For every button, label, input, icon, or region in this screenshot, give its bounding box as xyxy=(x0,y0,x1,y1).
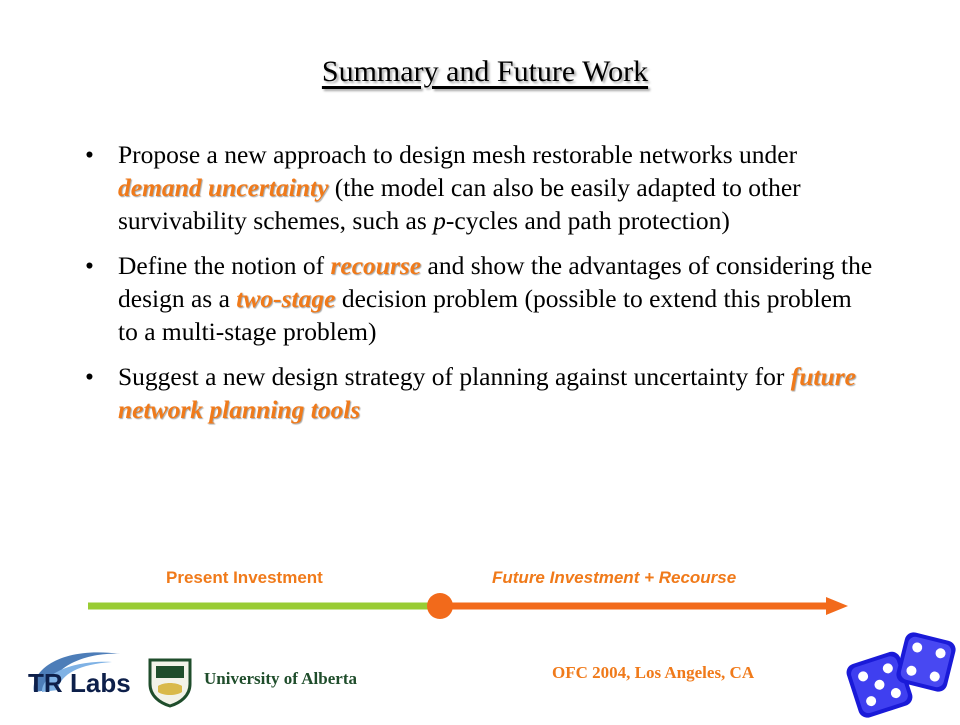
trlabs-logo xyxy=(20,640,155,720)
slide-title: Summary and Future Work xyxy=(321,55,649,88)
bullet-text: and show the advantages of considering the design as a xyxy=(118,251,873,313)
university-of-alberta-logo xyxy=(146,656,376,713)
bullet-text: -cycles and path protection) xyxy=(445,206,730,235)
decision-point-marker xyxy=(427,593,453,619)
emphasis-two-stage: two-stage xyxy=(236,284,336,313)
bullet-text: (the model can also be easily adapted to other survivability schemes, such as xyxy=(118,173,801,235)
emphasis-recourse: recourse xyxy=(330,251,422,280)
emphasis-future-network-planning-tools: future network planning tools xyxy=(118,362,856,424)
future-investment-label: Future Investment + Recourse xyxy=(492,568,737,587)
bullet-dot: • xyxy=(85,140,94,169)
bullet-dot: • xyxy=(85,362,94,391)
bullet-text: decision problem (possible to extend this problem to a multi-stage problem) xyxy=(118,284,852,346)
svg-text:Labs: Labs xyxy=(70,668,131,698)
emphasis-demand-uncertainty: demand uncertainty xyxy=(118,173,329,202)
svg-text:University of Alberta: University of Alberta xyxy=(204,669,357,688)
svg-text:TR: TR xyxy=(28,668,63,698)
italic-p: p xyxy=(433,206,446,235)
present-investment-label: Present Investment xyxy=(166,568,323,587)
bullet-text: Propose a new approach to design mesh restorable networks under xyxy=(118,140,798,169)
bullet-text: Define the notion of xyxy=(118,251,331,280)
timeline-arrowhead xyxy=(826,597,848,615)
bullet-text: Suggest a new design strategy of planning against uncertainty for xyxy=(118,362,791,391)
conference-footer: OFC 2004, Los Angeles, CA xyxy=(552,663,755,682)
dice-icon xyxy=(846,632,960,725)
bullet-dot: • xyxy=(85,251,94,280)
